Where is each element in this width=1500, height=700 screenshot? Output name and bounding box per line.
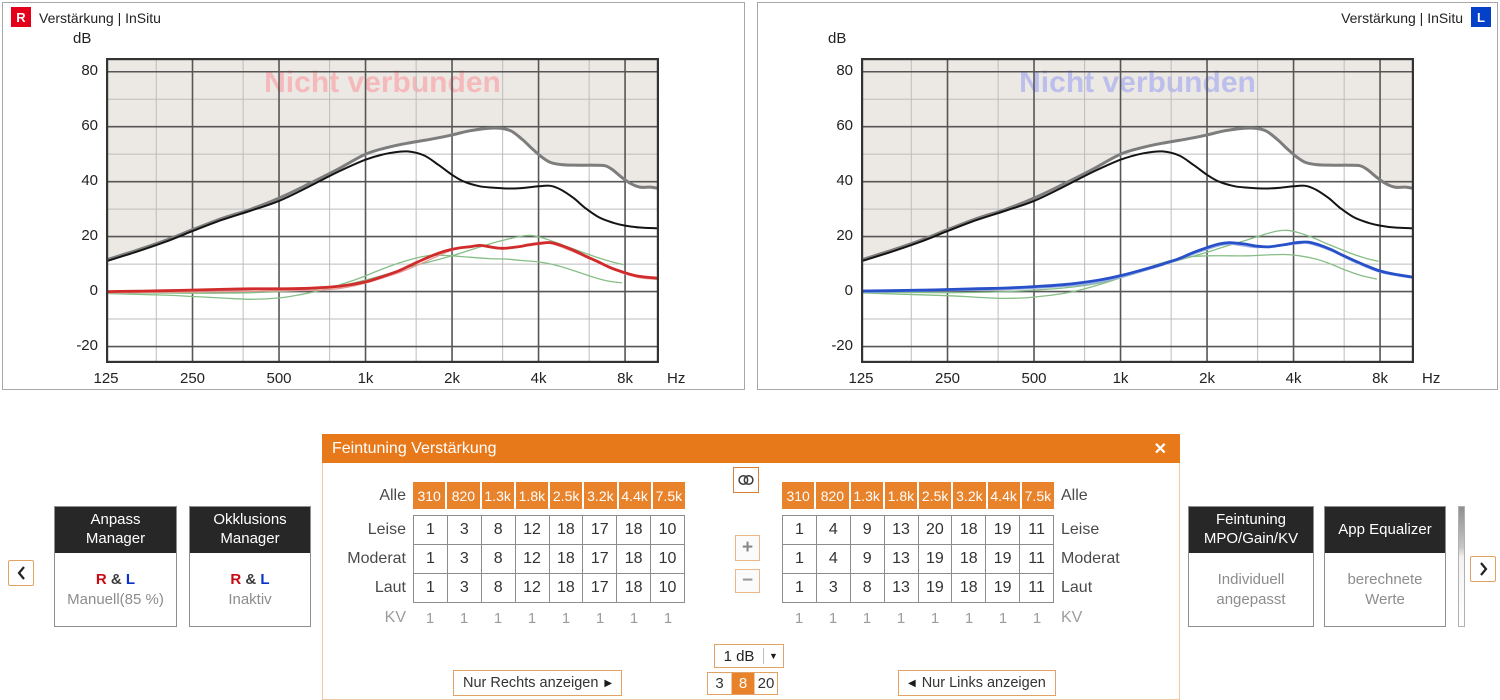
frequency-cells [782,482,1054,509]
compression-ratio-row-right-ear [331,607,685,629]
gain-value-cell[interactable]: 1 [782,544,817,574]
compression-ratio-value: 1 [629,609,639,627]
chevron-right-icon [1478,561,1489,577]
gain-row-loud-right-ear [331,573,685,603]
gain-value-cell[interactable]: 1 [413,573,448,603]
gain-value-cell[interactable]: 13 [884,544,919,574]
show-right-only-label: Nur Rechts anzeigen [463,675,599,691]
frequency-band-button-1.8k[interactable]: 1.8k [516,482,548,509]
gain-value-cell[interactable]: 19 [985,544,1020,574]
gain-value-cell[interactable]: 18 [951,544,986,574]
gain-value-cell[interactable]: 19 [918,544,953,574]
show-right-only-button[interactable] [453,670,622,696]
gain-value-cell[interactable]: 10 [650,573,685,603]
y-tick-label: 20 [81,226,98,244]
y-axis-unit-label: dB [73,30,92,47]
y-tick-label: 20 [836,226,853,244]
gain-value-cell[interactable]: 11 [1019,515,1054,545]
gain-value-cell[interactable]: 3 [447,515,482,545]
fine-tuning-panel-title: Feintuning Verstärkung [332,439,497,457]
gain-value-cell[interactable]: 1 [782,515,817,545]
gain-table-right-ear [331,482,685,629]
row-label-soft[interactable]: Leise [367,521,406,538]
row-label-loud[interactable]: Laut [374,579,406,596]
y-tick-label: 80 [836,61,853,79]
gain-value-cell[interactable]: 4 [816,544,851,574]
row-label-moderate[interactable]: Moderat [1061,550,1120,567]
frequency-band-button-1.3k[interactable]: 1.3k [482,482,514,509]
x-tick-label: 125 [848,370,874,387]
gain-value-cell[interactable]: 12 [515,515,550,545]
gain-value-cell[interactable]: 18 [549,573,584,603]
x-tick-label: 500 [1021,370,1047,387]
chevron-down-icon: ▼ [769,651,778,661]
compression-ratio-value: 1 [561,609,571,627]
x-tick-label: 500 [266,370,292,387]
chart-panel-left-ear [757,2,1498,390]
frequency-band-button-2.5k[interactable]: 2.5k [550,482,582,509]
y-tick-label: 40 [836,171,853,189]
gain-value-cell[interactable]: 18 [616,515,651,545]
anpass-sides: R & L [95,571,136,588]
gain-value-cells [413,573,685,603]
row-label-soft[interactable]: Leise [1061,521,1100,538]
step-size-dropdown[interactable] [714,644,784,668]
fine-tuning-mpo-gain-kv-card[interactable] [1188,506,1314,627]
frequency-cells [413,482,685,509]
frequency-band-button-7.5k[interactable]: 7.5k [1022,482,1054,509]
compression-ratio-value: 1 [1032,609,1042,627]
y-tick-label: 60 [81,116,98,134]
gain-value-cell[interactable]: 18 [616,544,651,574]
row-label-kv: KV [1061,609,1083,626]
frequency-band-button-4.4k[interactable]: 4.4k [619,482,651,509]
gain-value-cells [413,515,685,545]
channel-count-selector [707,672,778,695]
gain-value-cell[interactable]: 17 [582,573,617,603]
gain-row-loud-left-ear [782,573,1136,603]
gain-value-cell[interactable]: 12 [515,544,550,574]
gain-row-moderate-left-ear [782,544,1136,574]
gain-value-cell[interactable]: 3 [447,573,482,603]
step-size-value: 1 dB [723,647,755,665]
gain-value-cell[interactable]: 8 [850,573,885,603]
frequency-band-button-3.2k[interactable]: 3.2k [953,482,985,509]
gain-value-cell[interactable]: 8 [481,515,516,545]
row-label-moderate[interactable]: Moderat [347,550,406,567]
select-all-row-label[interactable]: Alle [1061,486,1088,504]
gain-value-cell[interactable]: 1 [413,544,448,574]
gain-value-cell[interactable]: 20 [918,515,953,545]
x-tick-label: 4k [1285,370,1302,387]
x-tick-label: 4k [530,370,547,387]
compression-ratio-value: 1 [862,609,872,627]
compression-ratio-value: 1 [998,609,1008,627]
gain-value-cell[interactable]: 18 [616,573,651,603]
compression-ratio-value: 1 [493,609,503,627]
frequency-band-button-7.5k[interactable]: 7.5k [653,482,685,509]
gain-value-cell[interactable]: 18 [549,544,584,574]
select-all-row-label[interactable]: Alle [379,486,406,504]
row-label-loud[interactable]: Laut [1061,579,1093,596]
compression-ratio-value: 1 [459,609,469,627]
channel-count-option-3[interactable]: 3 [715,675,724,692]
gain-value-cell[interactable]: 11 [1019,573,1054,603]
y-tick-label: 0 [844,281,853,299]
frequency-band-button-820[interactable]: 820 [447,482,479,509]
okklusions-manager-card[interactable] [189,506,311,627]
chevron-left-icon [16,565,27,581]
frequency-band-button-310[interactable]: 310 [413,482,445,509]
x-tick-label: 1k [1112,370,1129,387]
frequency-band-button-2.5k[interactable]: 2.5k [919,482,951,509]
frequency-band-button-3.2k[interactable]: 3.2k [584,482,616,509]
compression-ratio-cells [782,610,1054,627]
x-tick-label: 250 [934,370,961,387]
compression-ratio-value: 1 [964,609,974,627]
x-tick-label: 8k [617,370,633,387]
y-tick-label: -20 [831,336,853,354]
gain-curves-chart-left-ear[interactable] [861,58,1414,363]
anpass-manager-title: Anpass Manager [55,507,176,553]
gain-row-moderate-right-ear [331,544,685,574]
fine-tuning-panel-header [322,434,1180,463]
y-tick-label: 0 [89,281,98,299]
link-icon [737,473,755,487]
gain-row-soft-left-ear [782,515,1136,545]
compression-ratio-value: 1 [828,609,838,627]
gain-value-cell[interactable]: 13 [884,515,919,545]
gain-value-cell[interactable]: 9 [850,515,885,545]
compression-ratio-value: 1 [896,609,906,627]
gain-value-cell[interactable]: 19 [985,573,1020,603]
scroll-right-button[interactable] [1470,556,1496,582]
chart-title-left-ear: Verstärkung | InSitu [1341,10,1463,26]
x-tick-label: 1k [357,370,374,387]
gain-value-cell[interactable]: 13 [884,573,919,603]
compression-ratio-row-left-ear [782,607,1136,629]
app-equalizer-card[interactable] [1324,506,1446,627]
x-tick-label: 8k [1372,370,1388,387]
show-left-only-label: Nur Links anzeigen [921,675,1046,691]
anpass-manager-card[interactable] [54,506,177,627]
okklusions-manager-title: Okklusions Manager [190,507,310,553]
decrease-gain-button[interactable]: − [735,569,760,593]
scroll-left-button[interactable] [8,560,34,586]
increase-gain-button[interactable]: + [735,535,760,561]
gain-value-cell[interactable]: 18 [951,515,986,545]
gain-value-cell[interactable]: 8 [481,544,516,574]
chart-title-right-ear: Verstärkung | InSitu [39,10,161,26]
mpo-gain-kv-title: Feintuning MPO/Gain/KV [1189,507,1313,553]
binaural-link-button[interactable] [733,467,759,493]
channel-count-option-20[interactable]: 20 [754,673,777,694]
frequency-band-button-310[interactable]: 310 [782,482,814,509]
y-tick-label: 80 [81,61,98,79]
gain-value-cell[interactable]: 19 [918,573,953,603]
frequency-band-button-4.4k[interactable]: 4.4k [988,482,1020,509]
compression-ratio-value: 1 [794,609,804,627]
gain-value-cell[interactable]: 18 [549,515,584,545]
y-tick-label: 40 [81,171,98,189]
gain-value-cells [413,544,685,574]
x-axis-unit-label: Hz [667,370,686,387]
channel-count-option-8[interactable]: 8 [731,673,754,694]
gain-value-cell[interactable]: 12 [515,573,550,603]
x-tick-label: 2k [1199,370,1215,387]
compression-ratio-value: 1 [930,609,940,627]
frequency-header-row [782,482,1136,509]
gain-value-cell[interactable]: 4 [816,515,851,545]
fine-tuning-gain-panel [322,434,1180,700]
app-equalizer-status: berechnete Werte [1347,571,1423,608]
right-ear-badge[interactable]: R [11,7,31,27]
gain-value-cell[interactable]: 18 [951,573,986,603]
y-tick-label: 60 [836,116,853,134]
app-equalizer-title: App Equalizer [1325,507,1445,553]
left-ear-badge[interactable]: L [1471,7,1491,27]
not-connected-watermark: Nicht verbunden [1019,66,1256,99]
gain-value-cell[interactable]: 3 [447,544,482,574]
anpass-status: Manuell(85 %) [67,590,164,608]
compression-ratio-value: 1 [527,609,537,627]
frequency-band-button-820[interactable]: 820 [816,482,848,509]
compression-ratio-value: 1 [425,609,435,627]
frequency-band-button-1.3k[interactable]: 1.3k [851,482,883,509]
next-panel-edge [1458,506,1465,627]
okklusion-sides: R & L [230,571,270,588]
gain-value-cell[interactable]: 10 [650,515,685,545]
gain-value-cell[interactable]: 19 [985,515,1020,545]
gain-table-left-ear [782,482,1136,629]
x-tick-label: 2k [444,370,460,387]
gain-value-cells [782,544,1054,574]
gain-value-cell[interactable]: 3 [816,573,851,603]
not-connected-watermark: Nicht verbunden [264,66,501,99]
x-axis-unit-label: Hz [1422,370,1441,387]
triangle-right-icon: ▶ [604,677,613,689]
mpo-status: Individuell angepasst [1216,571,1286,608]
y-axis-unit-label: dB [828,30,847,47]
gain-value-cell[interactable]: 10 [650,544,685,574]
gain-value-cell[interactable]: 1 [413,515,448,545]
close-button[interactable]: ✕ [1153,440,1167,458]
frequency-header-row [331,482,685,509]
okklusion-status: Inaktiv [228,590,272,608]
gain-curves-chart-right-ear[interactable] [106,58,659,363]
gain-value-cells [782,573,1054,603]
gain-value-cell[interactable]: 1 [782,573,817,603]
chart-panel-right-ear [2,2,745,390]
gain-value-cell[interactable]: 8 [481,573,516,603]
x-tick-label: 125 [93,370,119,387]
y-tick-label: -20 [76,336,98,354]
show-left-only-button[interactable] [898,670,1056,696]
x-tick-label: 250 [179,370,206,387]
gain-value-cell[interactable]: 17 [582,544,617,574]
compression-ratio-value: 1 [663,609,673,627]
gain-row-soft-right-ear [331,515,685,545]
triangle-left-icon: ◀ [908,677,916,689]
frequency-band-button-1.8k[interactable]: 1.8k [885,482,917,509]
row-label-kv: KV [384,609,406,626]
gain-value-cell[interactable]: 17 [582,515,617,545]
gain-value-cells [782,515,1054,545]
compression-ratio-cells [413,610,685,627]
gain-value-cell[interactable]: 9 [850,544,885,574]
compression-ratio-value: 1 [595,609,605,627]
gain-value-cell[interactable]: 11 [1019,544,1054,574]
